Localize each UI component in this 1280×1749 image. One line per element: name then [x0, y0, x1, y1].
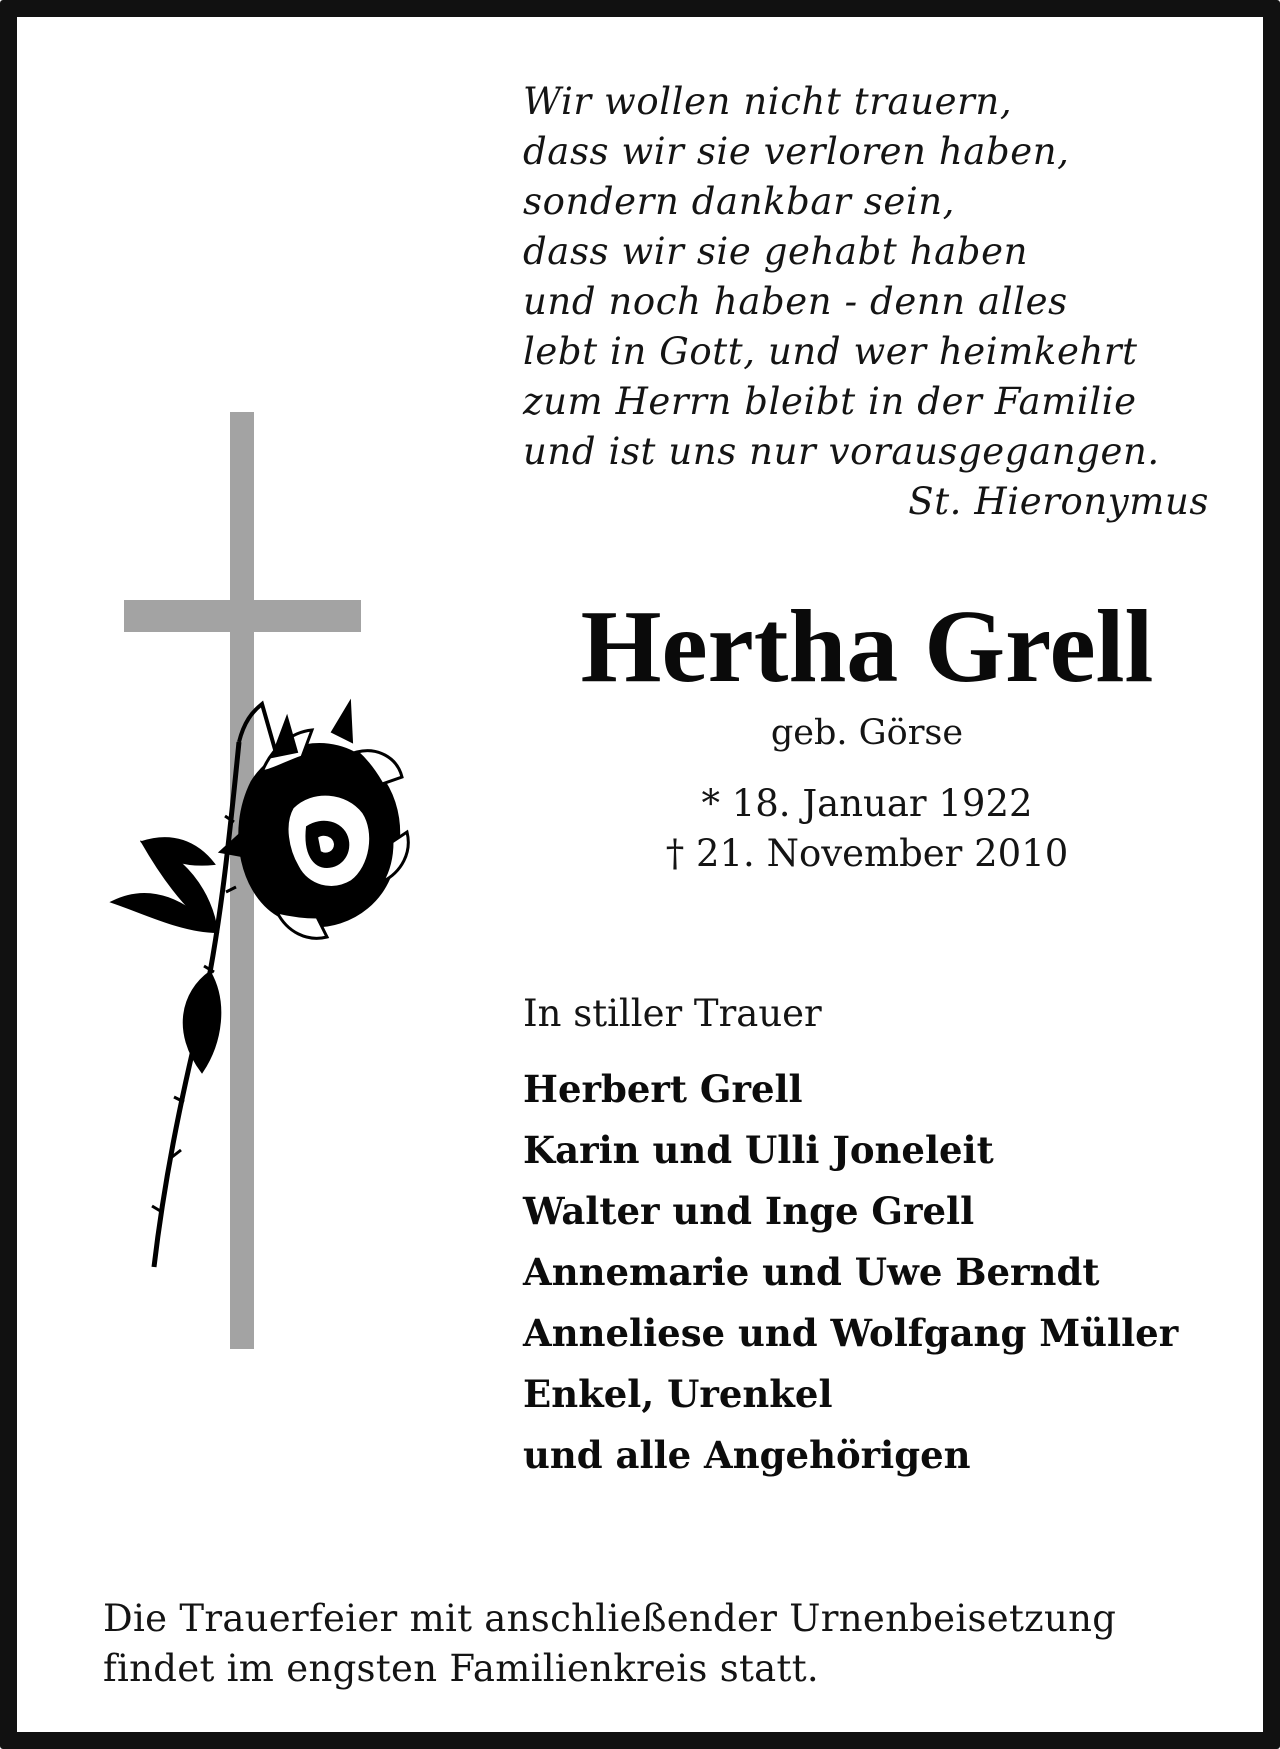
life-dates — [517, 779, 1217, 879]
family-member: und alle Angehörigen — [523, 1433, 971, 1477]
memorial-poem — [523, 77, 1223, 527]
maiden-name: geb. Görse — [770, 713, 964, 753]
poem-line: und ist uns nur vorausgegangen. — [523, 430, 1160, 473]
death-date: † 21. November 2010 — [665, 832, 1069, 875]
notice-line: Die Trauerfeier mit anschließender Urnenbeisetzung — [103, 1597, 1117, 1640]
poem-line: Wir wollen nicht trauern, — [523, 80, 1013, 123]
family-member: Annemarie und Uwe Berndt — [523, 1250, 1100, 1294]
poem-line: dass wir sie gehabt haben — [523, 230, 1028, 273]
family-list — [523, 1059, 1178, 1486]
poem-line: sondern dankbar sein, — [523, 180, 956, 223]
poem-line: lebt in Gott, und wer heimkehrt — [523, 330, 1138, 373]
cross-with-rose — [102, 412, 462, 1372]
deceased-name: Hertha Grell — [580, 589, 1154, 704]
funeral-notice — [103, 1594, 1233, 1694]
poem-line: und noch haben - denn alles — [523, 280, 1068, 323]
poem-author: St. Hieronymus — [908, 480, 1209, 523]
family-member: Anneliese und Wolfgang Müller — [523, 1311, 1179, 1355]
rose-icon — [112, 702, 408, 1267]
poem-line: dass wir sie verloren haben, — [523, 130, 1070, 173]
mourning-label: In stiller Trauer — [523, 992, 822, 1035]
birth-date: * 18. Januar 1922 — [701, 782, 1033, 825]
family-member: Herbert Grell — [523, 1067, 803, 1111]
family-member: Karin und Ulli Joneleit — [523, 1128, 994, 1172]
family-member: Walter und Inge Grell — [523, 1189, 975, 1233]
poem-line: zum Herrn bleibt in der Familie — [523, 380, 1137, 423]
family-member: Enkel, Urenkel — [523, 1372, 833, 1416]
notice-line: findet im engsten Familienkreis statt. — [103, 1647, 819, 1690]
